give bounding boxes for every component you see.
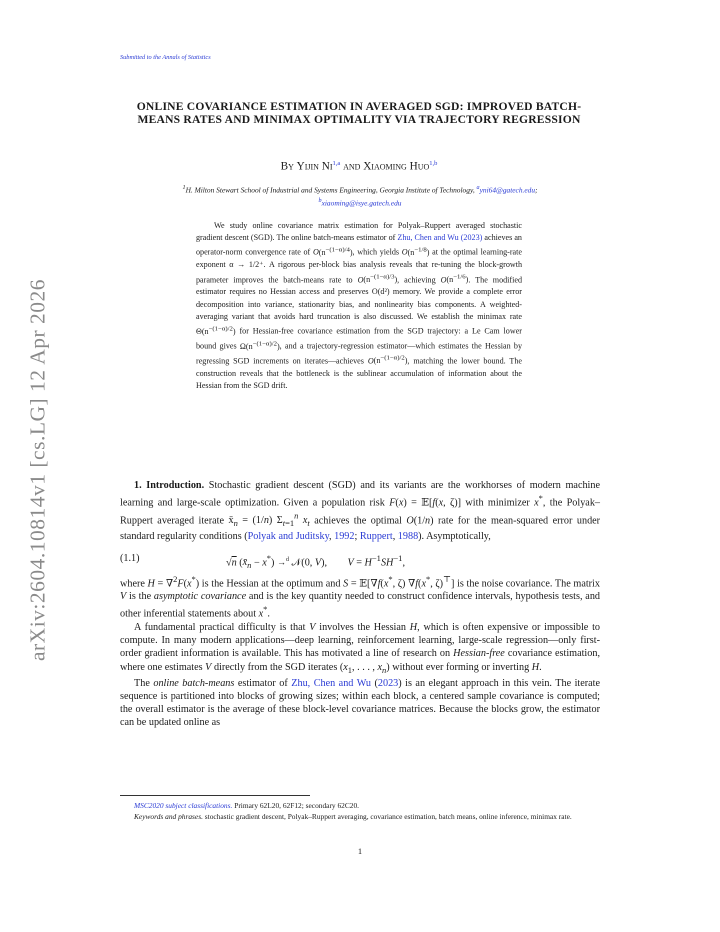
abstract-text: , and a trajectory-regression estimator—which estimates the Hessian by regressing SGD increments on iterates—achieves [196,341,522,366]
author-name: Yijin Ni [296,160,333,173]
body-text: The [134,677,150,689]
author-sup[interactable]: 1,a [332,160,341,167]
body-text: , which is often expensive or impossible to compute. In many modern applications—deep learning, reinforcement learning, large-scale regression—only first-order gradient information is available. This has motivated a line of research on [120,622,601,660]
author-line [118,160,600,173]
abstract-text: , which yields [352,248,400,258]
author-sup[interactable]: 1,b [429,160,438,167]
citation-year[interactable]: 1992 [334,531,355,543]
body-text: ). Asymptotically, [418,531,491,543]
math-expr: H [147,578,155,590]
by-label: By [280,160,294,173]
abstract-text: at the optimal learning-rate exponent [196,248,522,270]
body-text: rate for the mean-squared error under standard regularity conditions ( [120,515,601,543]
math-expr: O [406,515,414,527]
math-expr: H [409,622,418,634]
math-expr: S [343,578,349,590]
math-expr: O [401,248,408,258]
math-expr: O [312,248,319,258]
body-text: directly from the SGD iterates [213,661,338,673]
introduction: 1. Introduction. Stochastic gradient descent (SGD) and its variants are the workhorses of modern machine learning and large-scale optimization. Given a population risk F(x) = 𝔼[f(x, ζ)] with minimizer x*, the Polyak–Ruppert averaged iterate $x̄_n = (1/n)$ $\Sigma_{t=1}^n$ $x_t$ achieves the optimal O(1/n) rate for the mean-squared error under standard regularity conditions (Polyak and Juditsky, 1992; Ruppert, 1988). Asymptotically, (1.1) √n $(x̄_n - x^*) \to^d$ 𝒩(0, V), $V = H^{-1}SH^{-1}$, where H = ∇$^2$F(x*) is the Hessian at the optimum and S = 𝔼[∇f(x*, ζ) ∇f(x*, ζ)⊤] is the noise covariance. The matrix V is the asymptotic covariance and is the key quantity needed to construct confidence intervals, hypothesis tests, and other inferential statements about x*. A fundamental practical difficulty is that V involves the Hessian H, which is often expensive or impossible to compute. In many modern applications—deep learning, reinforcement learning, large-scale regression—only first-order gradient information is available. This has motivated a line of research on Hessian-free covariance estimation, where one estimates V directly from the SGD iterates ($x_1$, . . . , $x_n$) without ever forming or inverting H. The online batch-means estimator of Zhu, Chen and Wu (2023) is an elegant approach in this vein. The iterate sequence is partitioned into blocks of growing sizes; within each block, a centered sample covariance is computed; the overall estimator is the average of these block-level covariance matrices. Because the blocks grow, the estimator can be updated online as [120,480,601,729]
body-text: involves the Hessian [319,622,407,634]
keywords: stochastic gradient descent, Polyak–Ruppert averaging, covariance estimation, batch means, online inference, minimax rate. [204,811,572,821]
citation-year[interactable]: 2023 [377,677,399,689]
citation-year[interactable]: 1988 [397,531,419,543]
math-expr: O [357,275,364,285]
affil-text: H. Milton Stewart School of Industrial and Systems Engineering, Georgia Institute of Technology, [185,185,475,195]
body-text: with minimizer [465,497,530,509]
math-expr: $(n^{-1/6})$ [446,273,469,285]
paper-title: ONLINE COVARIANCE ESTIMATION IN AVERAGED SGD: IMPROVED BATCH-MEANS RATES AND MINIMAX OPTIMALITY VIA TRAJECTORY REGRESSION [136,100,582,127]
body-text: without ever forming or inverting [392,661,530,673]
math-expr: $(n^{-(1-\alpha)/2})$ [373,354,408,366]
math-expr: x [258,608,264,620]
abstract-text: , matching the lower bound. The construction reveals that the bottleneck is the sublinear accumulation of information about the Hessian from the SGD drift. [196,356,522,390]
math-expr: x [534,497,539,509]
math-expr: F [389,497,396,509]
body-text: A fundamental practical difficulty is that [134,622,306,634]
author-name: Xiaoming Huo [363,160,430,173]
math-expr: $x̄_n = (1/n)$ $\Sigma_{t=1}^n$ $x_t$ [228,510,310,529]
emphasis: asymptotic covariance [153,591,247,603]
math-expr: V [120,591,127,603]
emphasis: online batch-means [153,677,235,689]
arxiv-id: arXiv:2604.10814v1 [cs.LG] 12 Apr 2026 [25,278,50,662]
msc-label[interactable]: MSC2020 subject classifications. [134,801,233,810]
math-expr: H [531,661,540,673]
abstract-text: , achieving [397,275,436,285]
body-text: is the Hessian at the optimum and [201,578,341,590]
equation-number: (1.1) [120,552,140,564]
math-expr: $(n^{-1/8})$ [407,246,430,258]
body-text: is the [129,591,152,603]
arxiv-sidebar [18,258,58,682]
body-text: covariance estimation, where one estimates [120,648,600,673]
abstract-text: for Hessian-free covariance estimation from the SGD trajectory: a Le Cam lower bound gives [196,326,522,351]
math-expr: α → 1/2⁺ [229,260,264,270]
body-text: Stochastic gradient descent (SGD) and its variants are the workhorses of modern machine learning and large-scale optimization. Given a population risk [120,480,601,509]
and-label: and [343,160,361,173]
body-text: where [120,578,145,590]
equation-1-1 [120,550,600,571]
email-sup: b [318,197,322,204]
citation-link[interactable]: Polyak and Juditsky [247,531,329,543]
body-text: and is the key quantity needed to construct confidence intervals, hypothesis tests, and other inferential statements about [120,591,601,620]
math-expr: V [205,661,212,673]
body-text: estimator of [237,677,288,689]
abstract-text: . The modified estimator requires no Hessian access and preserves [196,275,522,297]
journal-note: Submitted to the Annals of Statistics [120,54,211,61]
body-text: is an elegant approach in this vein. The iterate sequence is partitioned into blocks of growing sizes; within each block, a centered sample covariance is computed; the overall estimator is the average of these block-level covariance matrices. Because the blocks grow, the estimator can be updated online as [120,677,601,729]
keywords-label: Keywords and phrases. [134,811,203,821]
body-text: achieves the optimal [314,515,402,527]
footnote-rule [120,795,310,796]
affiliation: $^1$H. Milton Stewart School of Industrial and Systems Engineering, Georgia Institute of Technology, $^a$yni64@gatech.edu; $^b$xiaoming@isye.gatech.edu [182,185,538,208]
email-link[interactable]: yni64@gatech.edu [479,185,536,195]
abstract-text: . A rigorous per-block bias analysis reveals that re-tuning the block-growth parameter improves the batch-means rate to [196,260,523,285]
math-expr: $(n^{-(1-\alpha)/3})$ [363,273,398,285]
section-heading: 1. Introduction. [134,480,205,491]
email-sup: a [476,185,480,191]
citation-link[interactable]: Zhu, Chen and Wu [291,677,371,689]
math-expr: x [343,661,348,673]
msc-codes: Primary 62L20, 62F12; secondary 62C20. [234,801,360,810]
math-expr: O(d²) [371,287,390,297]
math-expr: $(n^{-(1-\alpha)/4})$ [318,246,353,258]
body-text: , the Polyak–Ruppert averaged iterate [120,497,601,527]
abstract [196,220,522,392]
math-expr: $\Omega(n^{-(1-\alpha)/2})$ [239,339,280,351]
body-text: is the noise covariance. The matrix [457,578,600,590]
footnote [120,801,600,822]
affil-num: 1 [182,185,186,191]
citation-link[interactable]: Zhu, Chen and Wu (2023) [397,233,483,243]
math-expr: O [367,356,374,366]
abstract-text: We study online covariance matrix estimation for Polyak–Ruppert averaged stochastic gradient descent (SGD). The online batch-means estimator of [196,221,522,243]
emphasis: Hessian-free [453,648,505,660]
math-expr: O [440,275,447,285]
abstract-text: memory. We provide a complete error decomposition into variance, stationarity bias, and nonlinearity bias components. A weighted-averaging variant that avoids hard truncation is also discussed. We establish the minimax rate [196,287,522,321]
abstract-text: achieves an operator-norm convergence rate of [196,233,522,258]
page-number: 1 [357,846,363,856]
citation-link[interactable]: Ruppert [359,531,393,543]
math-expr: V [309,622,316,634]
email-link[interactable]: xiaoming@isye.gatech.edu [321,198,402,208]
equation-body: √n $(x̄_n - x^*) \to^d$ 𝒩(0, V), $V = H^{-1}SH^{-1}$, [226,552,405,571]
math-expr: $\Theta(n^{-(1-\alpha)/2})$ [196,325,236,336]
